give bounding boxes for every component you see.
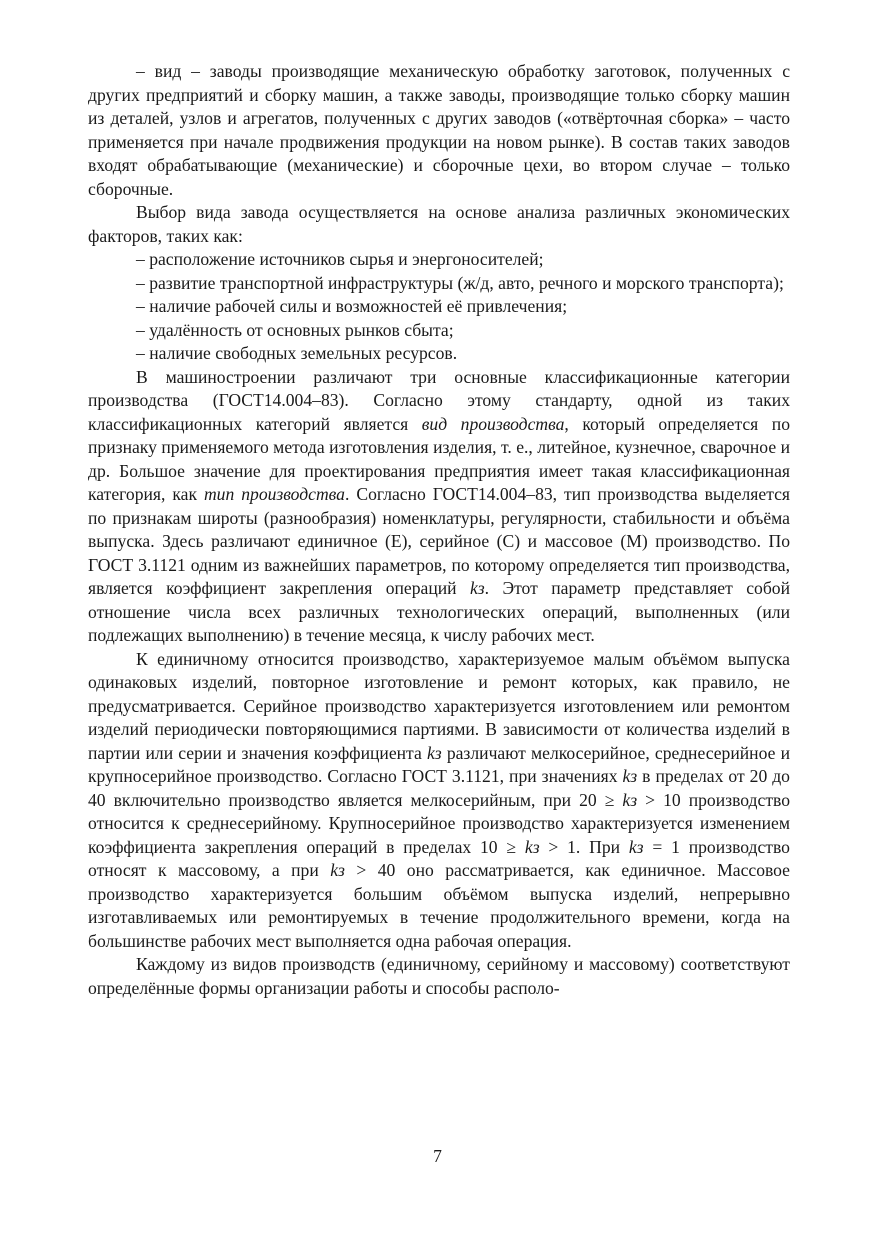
list-item: – наличие рабочей силы и возможностей её привлечения; [136, 296, 568, 316]
text-segment: К единичному относится производство, характеризуемое малым объёмом выпуска одинаковых изделий, повторное изготовление и ремонт которых, как правило, не предусматривается. Серийное производство характеризуется изготовлением или ремонтом изделий периодически повторяющимися партиями. В зависимости от количества изделий в партии или серии и значения коэффициента [88, 648, 790, 763]
list-item: – развитие транспортной инфраструктуры (ж/д, авто, речного и морского транспорта); [136, 272, 784, 293]
text-segment: > 40 оно рассматривается, как единичное. Массовое производство характеризуется большим объёмом выпуска изделий, непрерывно изготавливаемых или ремонтируемых в течение продолжительного времени, когда на большинстве рабочих мест выполняется одна рабочая операция. [88, 860, 790, 951]
coefficient-symbol: kз [469, 578, 485, 598]
coefficient-symbol: kз [628, 836, 644, 857]
page-number: 7 [433, 1146, 442, 1166]
text-segment: различают мелкосерийное, среднесерийное и крупносерийное производство. Согласно ГОСТ 3.1121, при значениях [88, 742, 791, 786]
text-segment: , который определяется по признаку применяемого метода изготовления изделия, т. е., литейное, кузнечное, сварочное и др. Большое значение для проектирования предприятия имеет такая классификационная категория, как [88, 413, 791, 504]
paragraph-factory-type: – вид – заводы производящие механическую обработку заготовок, полученных с других предприятий и сборку машин, а также заводы, производящие только сборку машин из деталей, узлов и агрегатов, полученных с других заводов («отвёрточная сборка» – часто применяется при начале продвижения продукции на новом рынке). В состав таких заводов входят обрабатывающие (механические) и сборочные цехи, во втором случае – только сборочные. [88, 61, 790, 199]
text-segment: В машиностроении различают три основные классификационные категории производства (ГОСТ14.004–83). Согласно этому стандарту, одной из таких классификационных категорий является [88, 366, 790, 434]
text-segment: > 1. При [539, 836, 629, 857]
text-segment: . Согласно ГОСТ14.004–83, тип производства выделяется по признакам широты (разнообразия) номенклатуры, регулярности, стабильности и объёма выпуска. Здесь различают единичное (Е), серийное (С) и массовое (М) производство. По ГОСТ 3.1121 одним из важнейших параметров, по которому определяется тип производства, является коэффициент закрепления операций [88, 484, 790, 598]
paragraph-factory-choice: Выбор вида завода осуществляется на основе анализа различных экономических факторов, таких как: [88, 202, 790, 246]
coefficient-symbol: kз [622, 766, 638, 786]
paragraph-production-categories [88, 366, 790, 648]
list-item: – наличие свободных земельных ресурсов. [136, 343, 458, 363]
coefficient-symbol: kз [330, 860, 345, 880]
list-item: – расположение источников сырья и энергоносителей; [136, 249, 544, 269]
paragraph-organization-forms: Каждому из видов производств (единичному, серийному и массовому) соответствуют определённые формы организации работы и способы располо- [88, 954, 790, 998]
coefficient-symbol: kз [622, 789, 638, 810]
text-segment: в пределах от 20 до 40 включительно производство является мелкосерийным, при 20 ≥ [88, 766, 790, 810]
list-item: – удалённость от основных рынков сбыта; [136, 319, 454, 340]
italic-term: тип производства [203, 484, 345, 504]
document-body [88, 60, 790, 1000]
text-segment: = 1 производство относят к массовому, а при [88, 836, 790, 880]
text-segment: > 10 производство относится к среднесерийному. Крупносерийное производство характеризуется изменением коэффициента закрепления операций в пределах 10 ≥ [88, 789, 790, 857]
italic-term: вид производства [421, 413, 565, 434]
coefficient-symbol: kз [426, 742, 442, 763]
text-segment: . Этот параметр представляет собой отношение числа всех различных технологических операций, выполненных (или подлежащих выполнению) в течение месяца, к числу рабочих мест. [88, 578, 790, 645]
coefficient-symbol: kз [524, 836, 540, 857]
paragraph-production-types [88, 648, 790, 954]
